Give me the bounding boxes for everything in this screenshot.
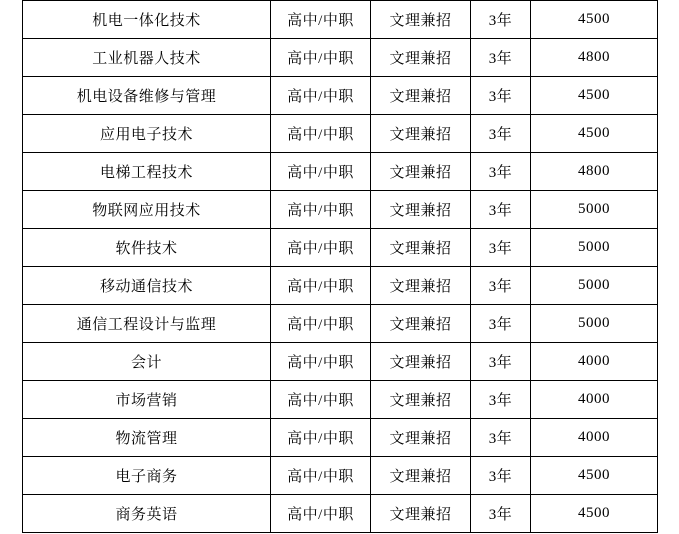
cell-admission-object: 高中/中职 <box>271 229 371 267</box>
cell-subject-category: 文理兼招 <box>371 495 471 533</box>
cell-admission-object: 高中/中职 <box>271 77 371 115</box>
table-row <box>23 77 658 115</box>
cell-study-length: 3年 <box>471 115 531 153</box>
cell-major-name: 会计 <box>23 343 271 381</box>
cell-admission-object: 高中/中职 <box>271 419 371 457</box>
cell-major-name: 物联网应用技术 <box>23 191 271 229</box>
cell-tuition-fee: 5000 <box>531 267 658 305</box>
cell-admission-object: 高中/中职 <box>271 457 371 495</box>
cell-subject-category: 文理兼招 <box>371 153 471 191</box>
cell-major-name: 市场营销 <box>23 381 271 419</box>
cell-study-length: 3年 <box>471 305 531 343</box>
table-row <box>23 343 658 381</box>
table-row <box>23 191 658 229</box>
cell-admission-object: 高中/中职 <box>271 39 371 77</box>
cell-study-length: 3年 <box>471 267 531 305</box>
table-body <box>23 1 658 533</box>
cell-subject-category: 文理兼招 <box>371 381 471 419</box>
table-row <box>23 495 658 533</box>
cell-admission-object: 高中/中职 <box>271 495 371 533</box>
cell-major-name: 电子商务 <box>23 457 271 495</box>
cell-subject-category: 文理兼招 <box>371 191 471 229</box>
cell-tuition-fee: 4000 <box>531 343 658 381</box>
cell-major-name: 移动通信技术 <box>23 267 271 305</box>
cell-tuition-fee: 4500 <box>531 457 658 495</box>
table-row <box>23 305 658 343</box>
cell-tuition-fee: 4000 <box>531 381 658 419</box>
cell-study-length: 3年 <box>471 419 531 457</box>
cell-subject-category: 文理兼招 <box>371 267 471 305</box>
cell-subject-category: 文理兼招 <box>371 305 471 343</box>
cell-major-name: 机电一体化技术 <box>23 1 271 39</box>
cell-tuition-fee: 5000 <box>531 191 658 229</box>
cell-subject-category: 文理兼招 <box>371 1 471 39</box>
cell-study-length: 3年 <box>471 1 531 39</box>
cell-study-length: 3年 <box>471 229 531 267</box>
cell-subject-category: 文理兼招 <box>371 229 471 267</box>
cell-study-length: 3年 <box>471 381 531 419</box>
cell-subject-category: 文理兼招 <box>371 343 471 381</box>
table-row <box>23 457 658 495</box>
table-row <box>23 267 658 305</box>
cell-admission-object: 高中/中职 <box>271 191 371 229</box>
table-row <box>23 115 658 153</box>
cell-study-length: 3年 <box>471 191 531 229</box>
cell-subject-category: 文理兼招 <box>371 39 471 77</box>
cell-major-name: 机电设备维修与管理 <box>23 77 271 115</box>
cell-tuition-fee: 4800 <box>531 153 658 191</box>
majors-table <box>22 0 658 533</box>
cell-major-name: 应用电子技术 <box>23 115 271 153</box>
cell-major-name: 工业机器人技术 <box>23 39 271 77</box>
cell-tuition-fee: 4500 <box>531 495 658 533</box>
cell-study-length: 3年 <box>471 495 531 533</box>
cell-subject-category: 文理兼招 <box>371 115 471 153</box>
table-row <box>23 419 658 457</box>
table-row <box>23 39 658 77</box>
cell-major-name: 电梯工程技术 <box>23 153 271 191</box>
table-row <box>23 381 658 419</box>
cell-admission-object: 高中/中职 <box>271 267 371 305</box>
table-row <box>23 153 658 191</box>
cell-study-length: 3年 <box>471 39 531 77</box>
cell-major-name: 物流管理 <box>23 419 271 457</box>
table-row <box>23 1 658 39</box>
cell-subject-category: 文理兼招 <box>371 457 471 495</box>
cell-major-name: 商务英语 <box>23 495 271 533</box>
cell-tuition-fee: 5000 <box>531 229 658 267</box>
cell-admission-object: 高中/中职 <box>271 1 371 39</box>
cell-major-name: 通信工程设计与监理 <box>23 305 271 343</box>
cell-tuition-fee: 5000 <box>531 305 658 343</box>
cell-tuition-fee: 4800 <box>531 39 658 77</box>
cell-study-length: 3年 <box>471 343 531 381</box>
cell-study-length: 3年 <box>471 457 531 495</box>
table-row <box>23 229 658 267</box>
cell-study-length: 3年 <box>471 77 531 115</box>
cell-subject-category: 文理兼招 <box>371 419 471 457</box>
cell-admission-object: 高中/中职 <box>271 381 371 419</box>
cell-tuition-fee: 4500 <box>531 1 658 39</box>
cell-major-name: 软件技术 <box>23 229 271 267</box>
cell-tuition-fee: 4500 <box>531 115 658 153</box>
cell-admission-object: 高中/中职 <box>271 115 371 153</box>
cell-tuition-fee: 4000 <box>531 419 658 457</box>
cell-admission-object: 高中/中职 <box>271 305 371 343</box>
cell-admission-object: 高中/中职 <box>271 153 371 191</box>
cell-study-length: 3年 <box>471 153 531 191</box>
cell-subject-category: 文理兼招 <box>371 77 471 115</box>
cell-tuition-fee: 4500 <box>531 77 658 115</box>
cell-admission-object: 高中/中职 <box>271 343 371 381</box>
